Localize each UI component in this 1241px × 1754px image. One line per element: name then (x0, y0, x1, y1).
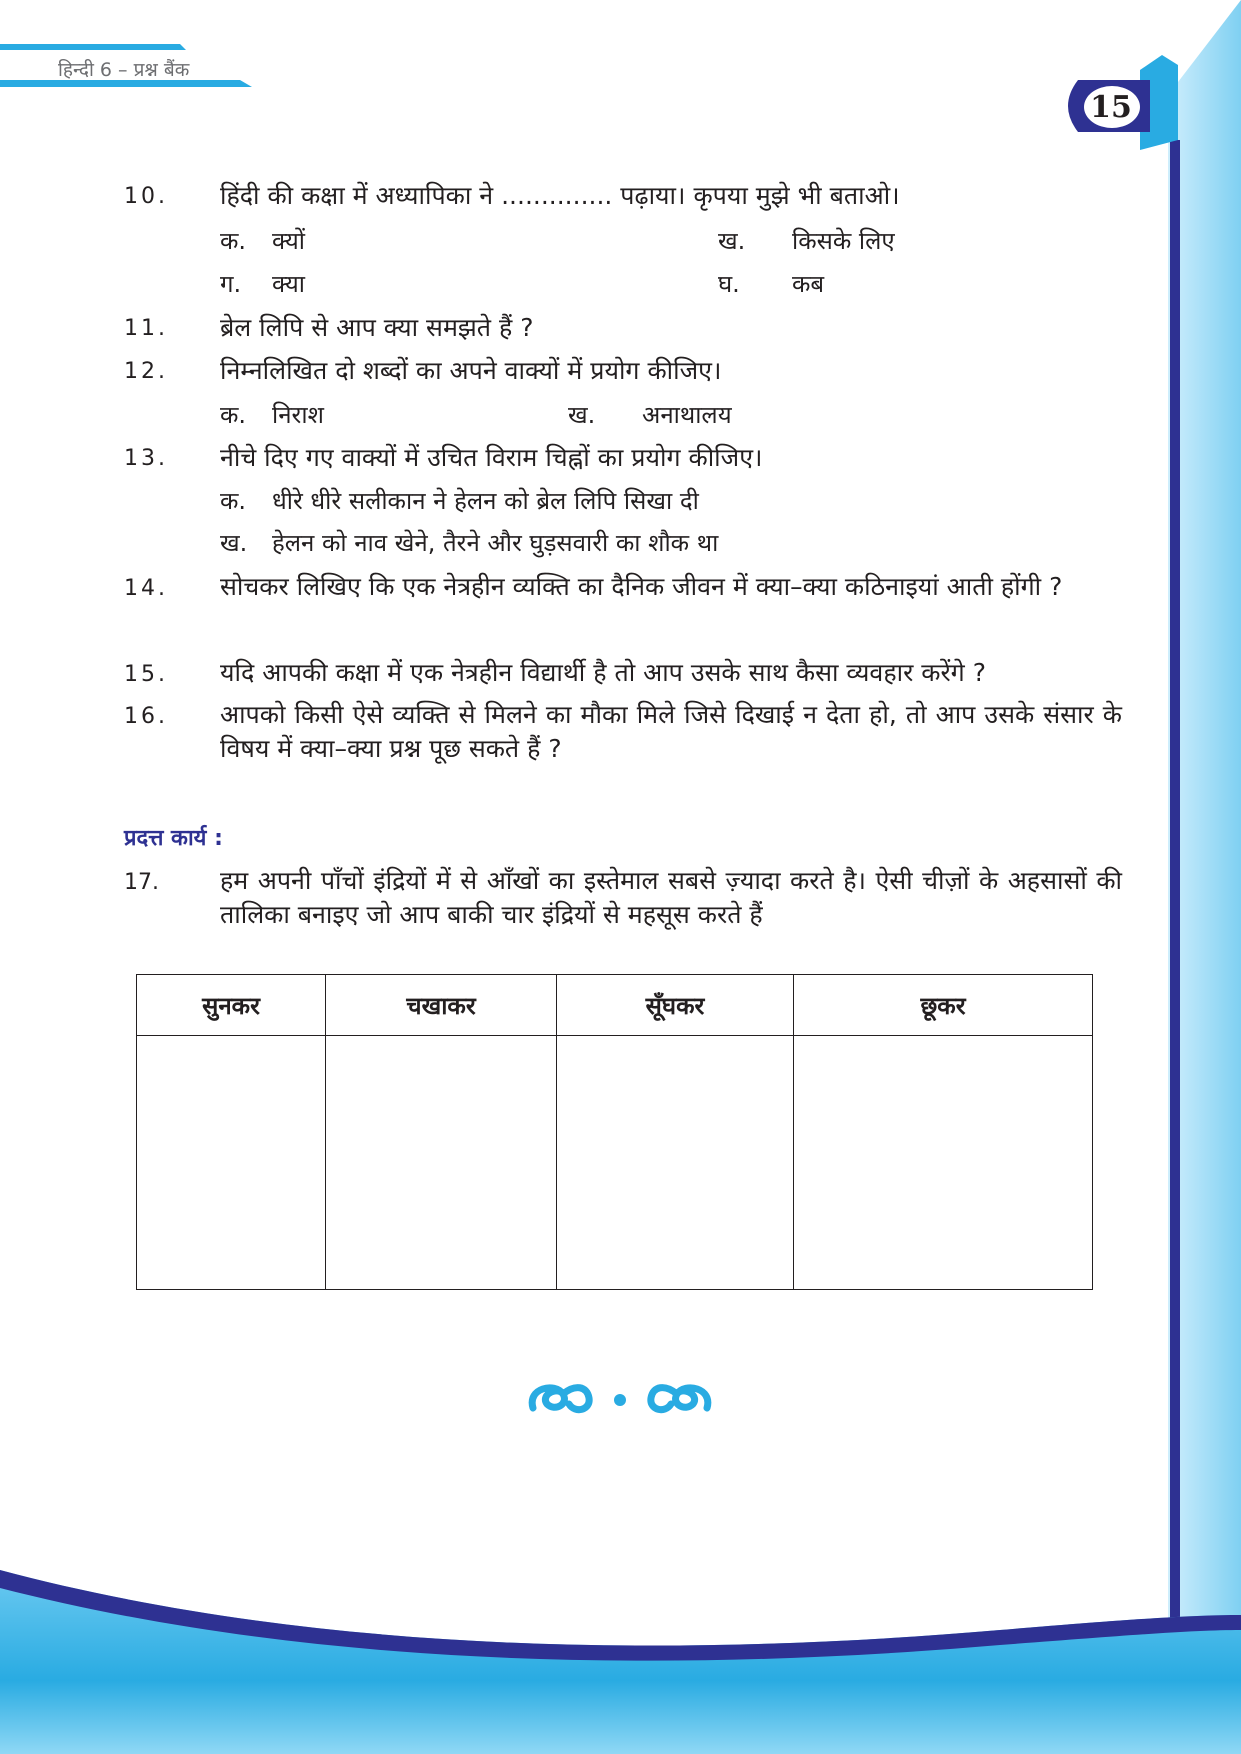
table-cell (557, 1036, 794, 1290)
question-number: 14. (124, 576, 168, 601)
option-label: क. (220, 401, 247, 429)
header-stripe-top (0, 44, 186, 50)
question-number: 13. (124, 446, 168, 471)
option-text: हेलन को नाव खेने, तैरने और घुड़सवारी का शौक था (272, 529, 719, 557)
option-text: क्या (272, 270, 305, 298)
option-text: धीरे धीरे सलीकान ने हेलन को ब्रेल लिपि सिखा दी (272, 487, 699, 515)
table-cell (326, 1036, 557, 1290)
option-text: क्यों (272, 227, 305, 255)
table-header: चखाकर (326, 975, 557, 1036)
option-label: ख. (568, 401, 596, 429)
question-number: 15. (124, 662, 168, 687)
option-label: क. (220, 487, 247, 515)
question-text: निम्नलिखित दो शब्दों का अपने वाक्यों में प्रयोग कीजिए। (220, 356, 722, 385)
option-label: ख. (718, 227, 746, 255)
table-cell (794, 1036, 1093, 1290)
right-dark-bar (1170, 140, 1180, 1620)
table-cell (137, 1036, 326, 1290)
senses-table (136, 974, 1093, 1290)
option-text: निराश (272, 401, 324, 429)
book-title: हिन्दी 6 – प्रश्न बैंक (58, 59, 190, 81)
question-number: 12. (124, 359, 168, 384)
option-label: ख. (220, 529, 248, 557)
option-text: किसके लिए (792, 227, 895, 255)
table-header: सूँघकर (557, 975, 794, 1036)
question-text: सोचकर लिखिए कि एक नेत्रहीन व्यक्ति का दैनिक जीवन में क्या–क्या कठिनाइयां आती होंगी ? (220, 572, 1063, 601)
question-number: 16. (124, 704, 168, 729)
assignment-text: हम अपनी पाँचों इंद्रियों में से आँखों का इस्तेमाल सबसे ज़्यादा करते है। ऐसी चीज़ों के अहसासों की तालिका बनाइए जो आप बाकी चार इंद्रियों से महसूस करते हैं (220, 866, 1122, 929)
question-number: 17. (124, 870, 159, 895)
option-label: क. (220, 227, 247, 255)
table-header: सुनकर (137, 975, 326, 1036)
question-number: 11. (124, 316, 168, 341)
table-header: छूकर (794, 975, 1093, 1036)
bottom-wave (0, 1570, 1241, 1754)
assignment-title: प्रदत्त कार्य : (124, 826, 223, 851)
question-text: आपको किसी ऐसे व्यक्ति से मिलने का मौका मिले जिसे दिखाई न देता हो, तो आप उसके संसार के विषय में क्या–क्या प्रश्न पूछ सकते हैं ? (220, 700, 1122, 763)
page-number: 15 (1090, 90, 1132, 125)
option-text: अनाथालय (642, 401, 732, 429)
option-text: कब (792, 270, 825, 298)
question-text: नीचे दिए गए वाक्यों में उचित विराम चिह्नों का प्रयोग कीजिए। (220, 443, 763, 472)
end-ornament-icon (525, 1378, 715, 1418)
question-text: यदि आपकी कक्षा में एक नेत्रहीन विद्यार्थी है तो आप उसके साथ कैसा व्यवहार करेंगे ? (220, 658, 986, 687)
option-label: घ. (718, 270, 740, 298)
question-number: 10. (124, 184, 168, 209)
question-text: ब्रेल लिपि से आप क्या समझते हैं ? (220, 313, 534, 342)
option-label: ग. (220, 270, 242, 298)
question-text: हिंदी की कक्षा में अध्यापिका ने .............. पढ़ाया। कृपया मुझे भी बताओ। (220, 181, 900, 210)
